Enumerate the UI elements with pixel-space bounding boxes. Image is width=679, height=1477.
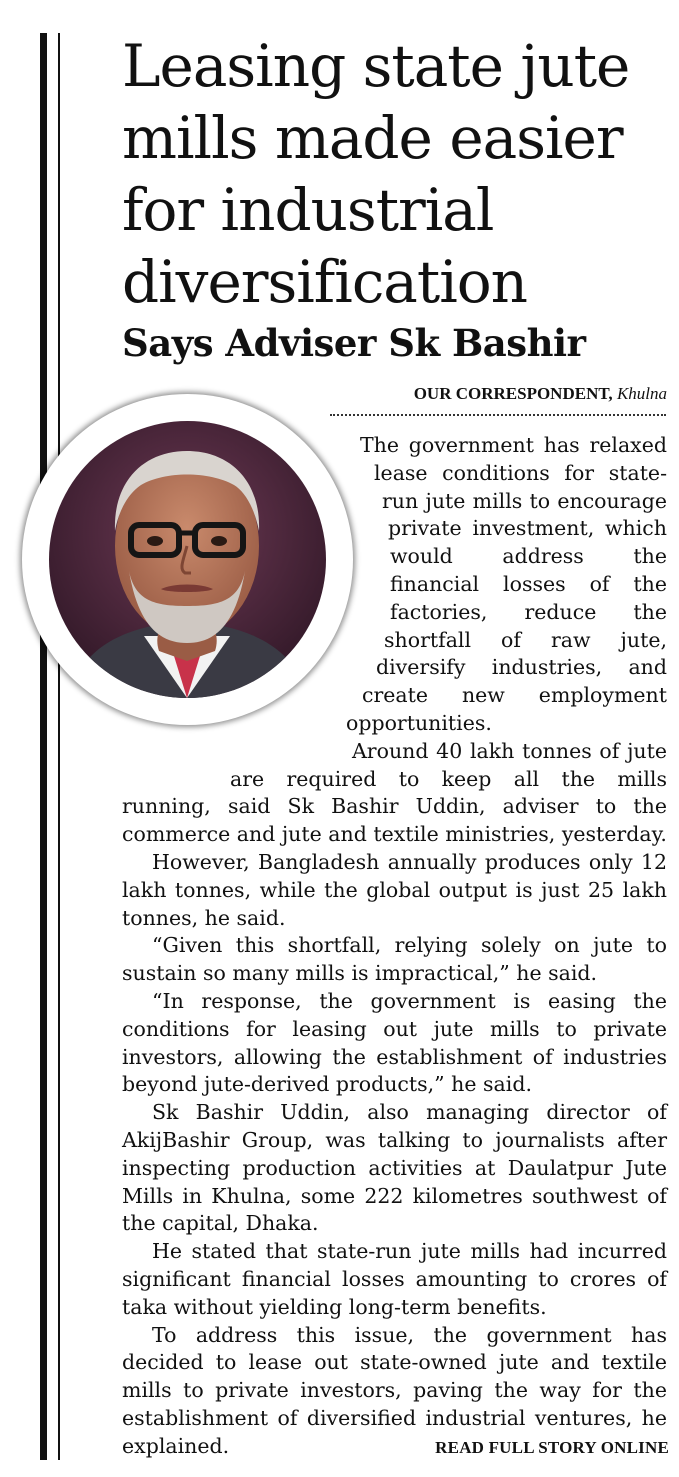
article-paragraph: He stated that state-run jute mills had incurred significant financial losses amounting to crores of taka without yielding long-term benefits. [122, 1239, 667, 1319]
article-body [122, 432, 667, 1460]
byline-author: OUR CORRESPONDENT, [413, 384, 613, 403]
read-full-story-link[interactable]: READ FULL STORY ONLINE [435, 1438, 669, 1457]
left-thick-rule [40, 33, 47, 1460]
article-paragraph: Sk Bashir Uddin, also managing director of AkijBashir Group, was talking to journalists after inspecting production activities at Daulatpur Jute Mills in Khulna, some 222 kilometres southwest of the capital, Dhaka. [122, 1100, 667, 1236]
article-paragraph: However, Bangladesh annually produces only 12 lakh tonnes, while the global output is just 25 lakh tonnes, he said. [122, 849, 667, 930]
article-paragraph: “Given this shortfall, relying solely on jute to sustain so many mills is impractical,” he said. [122, 933, 667, 986]
subheadline: Says Adviser Sk Bashir [122, 321, 586, 365]
byline-location: Khulna [616, 384, 667, 403]
headline-block [122, 30, 667, 368]
article-paragraph: Around 40 lakh tonnes of jute are required to keep all the mills running, said Sk Bashir Uddin, adviser to the commerce and jute and textile ministries, yesterday. [122, 738, 667, 847]
article-paragraph: “In response, the government is easing the conditions for leasing out jute mills to private investors, allowing the establishment of industries beyond jute-derived products,” he said. [122, 988, 667, 1097]
article-paragraph: The government has relaxed lease conditions for state-run jute mills to encourage private investment, which would address the financial losses of the factories, reduce the shortfall of raw jute, diversify industries, and create new employment opportunities. [346, 433, 667, 735]
article-paragraph: To address this issue, the government has decided to lease out state-owned jute and textile mills to private investors, paving the way for the establishment of diversified industrial ventures, he explained. [122, 1322, 667, 1458]
byline [414, 384, 667, 404]
headline: Leasing state jute mills made easier for industrial diversification [122, 32, 630, 316]
dotted-divider [330, 414, 666, 416]
left-thin-rule [58, 33, 60, 1460]
